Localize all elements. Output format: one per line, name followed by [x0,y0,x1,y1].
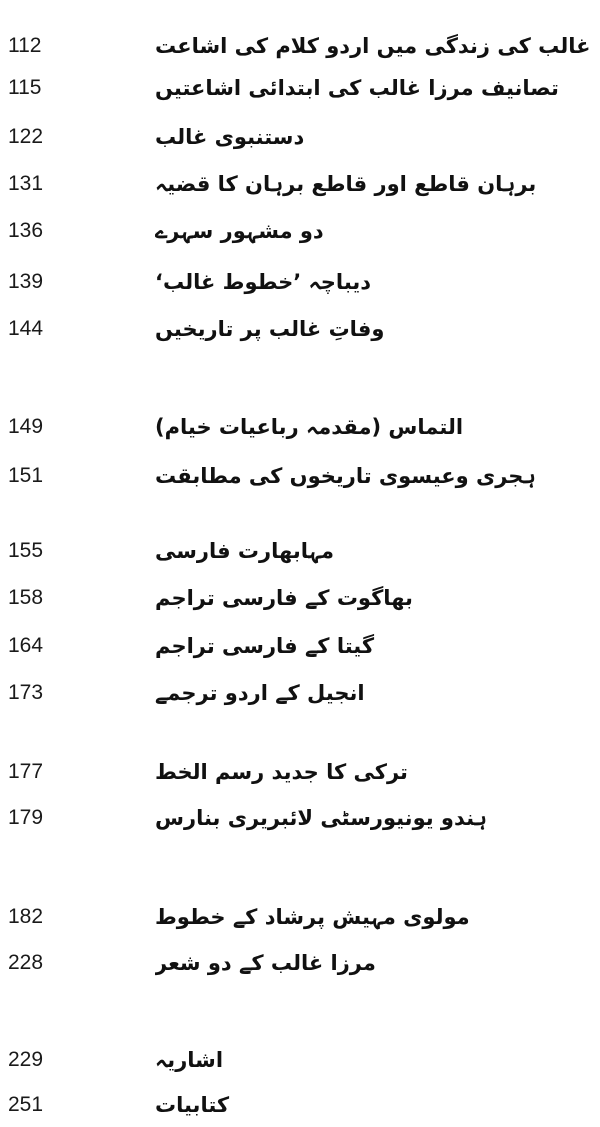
toc-entry [0,309,600,349]
toc-page-number: 151 [8,464,44,487]
toc-page-number: 251 [8,1093,44,1116]
toc-entry-title: ہندو یونیورسٹی لائبریری بنارس [155,806,487,830]
toc-page-number: 144 [8,317,44,340]
toc-entry [0,626,600,666]
toc-entry [0,531,600,571]
toc-page-number: 228 [8,951,44,974]
toc-entry [0,117,600,157]
toc-entry-title: التماس (مقدمہ رباعیات خیام) [155,415,464,439]
toc-entry [0,1085,600,1125]
toc-page-number: 182 [8,905,44,928]
toc-entry-title: دیباچہ ’خطوط غالب‘ [155,270,372,294]
toc-entry [0,211,600,251]
toc-entry [0,407,600,447]
toc-entry [0,456,600,496]
toc-entry [0,26,600,66]
toc-entry-title: ترکی کا جدید رسم الخط [155,760,408,784]
toc-entry-title: گیتا کے فارسی تراجم [155,634,375,658]
toc-page-number: 155 [8,539,44,562]
toc-page-number: 177 [8,760,44,783]
toc-entry-title: غالب کی زندگی میں اردو کلام کی اشاعت [155,34,591,58]
toc-entry [0,897,600,937]
toc-page-number: 229 [8,1048,44,1071]
toc-entry-title: کتابیات [155,1093,230,1117]
toc-entry [0,943,600,983]
toc-entry-title: دو مشہور سہرے [155,219,324,243]
toc-entry-title: وفاتِ غالب پر تاریخیں [155,317,385,341]
toc-entry-title: مرزا غالب کے دو شعر [155,951,376,975]
toc-page-number: 139 [8,270,44,293]
toc-page-number: 112 [8,34,42,57]
toc-page-number: 131 [8,172,44,195]
toc-entry-title: مہابھارت فارسی [155,539,334,563]
toc-page-number: 173 [8,681,44,704]
toc-entry [0,752,600,792]
toc-entry [0,673,600,713]
toc-entry-title: تصانیف مرزا غالب کی ابتدائی اشاعتیں [155,76,559,100]
toc-entry [0,1040,600,1080]
toc-page-number: 136 [8,219,44,242]
toc-entry-title: مولوی مہیش پرشاد کے خطوط [155,905,470,929]
toc-page-number: 122 [8,125,44,148]
toc-entry [0,798,600,838]
toc-entry-title: اشاریہ [155,1048,224,1072]
toc-page-number: 115 [8,76,42,99]
toc-entry [0,164,600,204]
toc-entry [0,68,600,108]
toc-entry [0,262,600,302]
toc-page-number: 179 [8,806,44,829]
toc-entry-title: بھاگوت کے فارسی تراجم [155,586,413,610]
toc-entry-title: انجیل کے اردو ترجمے [155,681,365,705]
toc-entry [0,578,600,618]
toc-entry-title: ہجری وعیسوی تاریخوں کی مطابقت [155,464,536,488]
toc-page-number: 164 [8,634,44,657]
toc-page-number: 149 [8,415,44,438]
toc-page-number: 158 [8,586,44,609]
toc-entry-title: دستنبوی غالب [155,125,305,149]
toc-entry-title: برہان قاطع اور قاطع برہان کا قضیہ [155,172,537,196]
